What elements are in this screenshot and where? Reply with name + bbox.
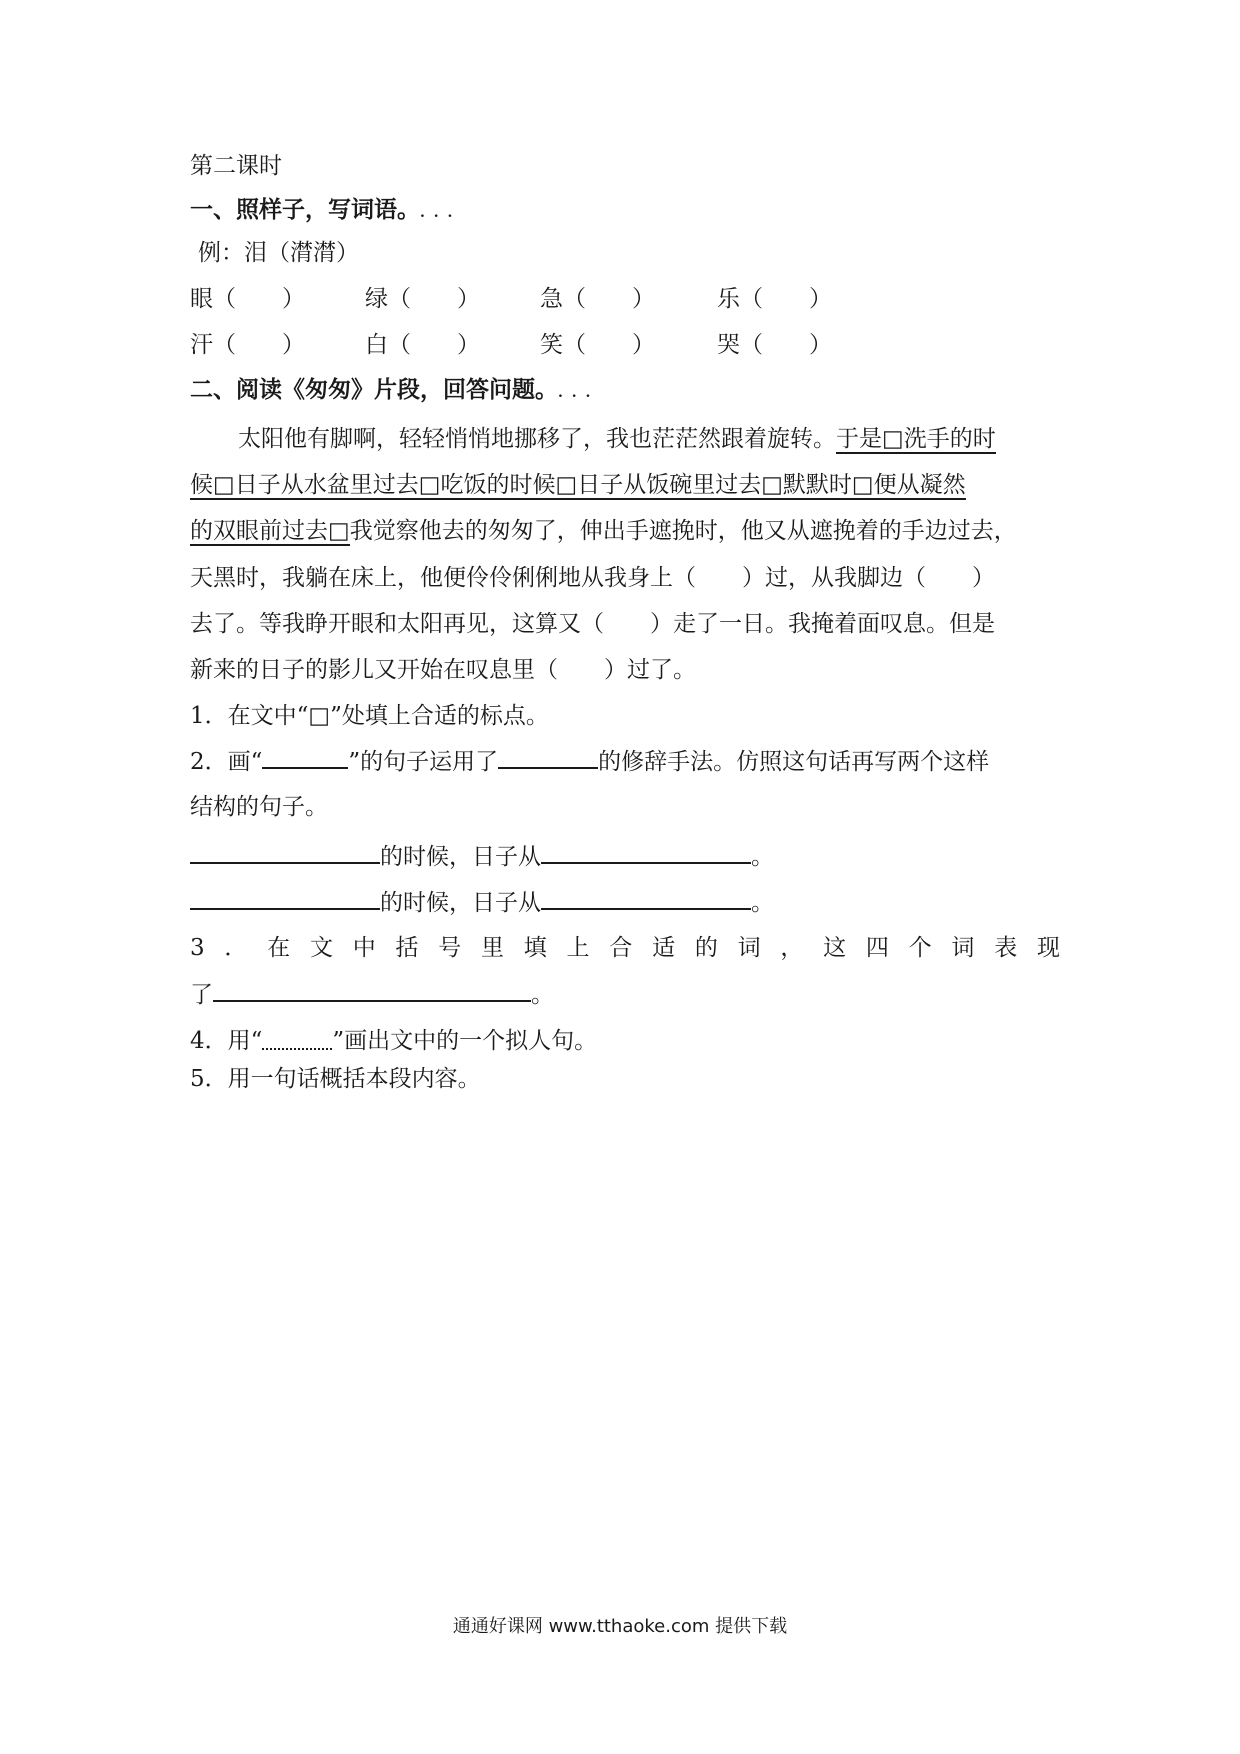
section1-heading-text: 一、照样子，写词语。 [190,196,420,223]
q3-char: 这 [823,935,847,961]
q3-char: 上 [566,935,590,961]
answer-blank [541,836,751,864]
fill-text: 。 [751,844,774,870]
question-2-cont: 结构的句子。 [190,794,328,820]
q4-text: 4．用“ [190,1028,263,1054]
footer-credit: 通通好课网 www.tthaoke.com 提供下载 [452,1616,788,1637]
q3-char: 合 [609,935,633,961]
passage-line-2 [190,462,1060,508]
word-blank: 急（ ） [540,286,655,312]
fill-sentence-2 [190,880,1060,926]
q3-char: ． [224,935,248,961]
answer-blank [498,741,598,769]
answer-blank [262,741,348,769]
question-5: 5．用一句话概括本段内容。 [190,1066,481,1092]
heading-dots: . . . [558,385,593,401]
q3-char: 适 [652,935,676,961]
underlined-sentence: 的双眼前过去□ [190,518,350,544]
underlined-sentence: 候□日子从水盆里过去□吃饭的时候□日子从饭碗里过去□默默时□便从凝然 [190,472,966,498]
passage-text: 我觉察他去的匆匆了，伸出手遮挽时，他又从遮挽着的手边过去， [349,518,1017,544]
wavy-line-mark [262,1034,332,1050]
answer-blank [190,882,380,910]
fill-text: 的时候，日子从 [380,890,541,916]
underlined-sentence: 于是□洗手的时 [836,426,996,452]
question-1: 1．在文中“□”处填上合适的标点。 [190,703,549,729]
q3-text: 了 [190,982,213,1008]
q3-text: 。 [531,982,554,1008]
section2-heading-text: 二、阅读《匆匆》片段，回答问题。 [190,376,558,403]
question-3 [190,925,1060,971]
q3-char: 的 [694,935,718,961]
answer-blank [541,882,751,910]
word-blank: 绿（ ） [365,286,480,312]
q3-char: 词 [951,935,975,961]
word-blank: 白（ ） [365,332,480,358]
answer-blank [213,974,531,1002]
q3-char: 中 [352,935,376,961]
answer-blank [190,836,380,864]
fill-sentence-1 [190,834,1060,880]
word-blank: 乐（ ） [717,286,832,312]
passage-line-5: 去了。等我睁开眼和太阳再见，这算又（ ）走了一日。我掩着面叹息。但是 [190,611,995,637]
passage-line-3 [190,508,1060,554]
q3-char: 号 [438,935,462,961]
q3-char: 个 [908,935,932,961]
fill-text: 。 [751,890,774,916]
passage-line-6: 新来的日子的影儿又开始在叹息里（ ）过了。 [190,657,696,683]
q2-text: 的修辞手法。仿照这句话再写两个这样 [598,749,990,775]
q3-char: 在 [267,935,291,961]
q3-char: 现 [1036,935,1060,961]
word-blank: 汗（ ） [190,332,305,358]
section2-heading [190,367,1060,416]
q3-char: 表 [994,935,1018,961]
passage-line-1 [238,416,1060,462]
word-blank: 笑（ ） [540,332,655,358]
q2-text: ”的句子运用了 [348,749,499,775]
q3-char: 括 [395,935,419,961]
passage-text: 太阳他有脚啊，轻轻悄悄地挪移了，我也茫茫然跟着旋转。 [238,426,836,452]
word-blank: 哭（ ） [717,332,832,358]
q3-char: 填 [523,935,547,961]
question-2 [190,739,1060,785]
q4-text: ”画出文中的一个拟人句。 [332,1028,598,1054]
q3-char: 文 [309,935,333,961]
q3-char: 词 [737,935,761,961]
q3-char: 里 [481,935,504,961]
fill-text: 的时候，日子从 [380,844,541,870]
q2-text: 2．画“ [190,749,263,775]
q3-char: ， [780,935,804,961]
section1-example: 例：泪（潸潸） [198,240,359,266]
q3-char: 四 [865,935,889,961]
question-3-cont [190,972,1060,1018]
lesson-title: 第二课时 [190,153,282,179]
section1-heading [190,187,1060,236]
word-blank: 眼（ ） [190,286,305,312]
passage-line-4: 天黑时，我躺在床上，他便伶伶俐俐地从我身上（ ）过，从我脚边（ ） [190,565,995,591]
heading-dots: . . . [420,205,455,221]
q3-char: 3 [190,935,205,961]
